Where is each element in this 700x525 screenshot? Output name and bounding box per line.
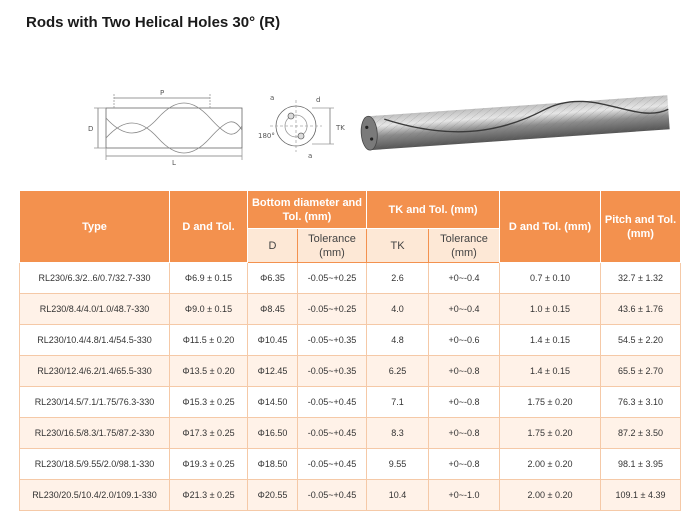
- header-d-tol-mm: D and Tol. (mm): [500, 191, 601, 263]
- cell-tk: 7.1: [367, 387, 429, 418]
- cell-bottom-d: Φ10.45: [248, 325, 298, 356]
- cell-bottom-d: Φ12.45: [248, 356, 298, 387]
- cell-tk: 8.3: [367, 418, 429, 449]
- table-row: [20, 387, 681, 418]
- cell-tk: 4.8: [367, 325, 429, 356]
- cell-tk: 9.55: [367, 449, 429, 480]
- cell-pitch: 32.7 ± 1.32: [601, 263, 681, 294]
- cell-d-tol: Φ17.3 ± 0.25: [170, 418, 248, 449]
- label-a-bottom: a: [308, 152, 313, 160]
- page-title: Rods with Two Helical Holes 30° (R): [26, 14, 281, 31]
- cell-type: RL230/10.4/4.8/1.4/54.5-330: [20, 325, 170, 356]
- label-a-top: a: [270, 94, 275, 102]
- cell-bottom-d: Φ16.50: [248, 418, 298, 449]
- cell-tk-tol: +0~-0.8: [429, 449, 500, 480]
- cell-bottom-tol: -0.05~+0.45: [298, 418, 367, 449]
- rod-side-view: [94, 94, 242, 160]
- cell-bottom-tol: -0.05~+0.25: [298, 263, 367, 294]
- cell-tk-tol: +0~-1.0: [429, 480, 500, 511]
- cell-bottom-tol: -0.05~+0.35: [298, 325, 367, 356]
- table-row: [20, 325, 681, 356]
- cell-tk: 2.6: [367, 263, 429, 294]
- cell-tk-tol: +0~-0.8: [429, 356, 500, 387]
- cell-d-tol: Φ19.3 ± 0.25: [170, 449, 248, 480]
- cell-d-tol-mm: 2.00 ± 0.20: [500, 449, 601, 480]
- cell-tk-tol: +0~-0.4: [429, 294, 500, 325]
- cell-pitch: 65.5 ± 2.70: [601, 356, 681, 387]
- label-length: L: [172, 159, 176, 167]
- header-bottom-diameter: Bottom diameter and Tol. (mm): [248, 191, 367, 229]
- cell-type: RL230/20.5/10.4/2.0/109.1-330: [20, 480, 170, 511]
- cell-bottom-tol: -0.05~+0.45: [298, 387, 367, 418]
- label-pitch: P: [160, 89, 165, 97]
- cell-tk-tol: +0~-0.6: [429, 325, 500, 356]
- cell-d-tol: Φ13.5 ± 0.20: [170, 356, 248, 387]
- rod-photo: [355, 90, 675, 160]
- cell-tk-tol: +0~-0.8: [429, 387, 500, 418]
- cell-d-tol: Φ15.3 ± 0.25: [170, 387, 248, 418]
- header-tk: TK and Tol. (mm): [367, 191, 500, 229]
- table-row: [20, 449, 681, 480]
- cell-type: RL230/12.4/6.2/1.4/65.5-330: [20, 356, 170, 387]
- table-row: [20, 418, 681, 449]
- header-type: Type: [20, 191, 170, 263]
- cell-d-tol: Φ21.3 ± 0.25: [170, 480, 248, 511]
- cell-bottom-d: Φ14.50: [248, 387, 298, 418]
- cell-d-tol-mm: 1.0 ± 0.15: [500, 294, 601, 325]
- subheader-tolerance-2: Tolerance (mm): [429, 229, 500, 263]
- cell-tk: 4.0: [367, 294, 429, 325]
- table-row: [20, 263, 681, 294]
- subheader-d: D: [248, 229, 298, 263]
- cell-d-tol: Φ11.5 ± 0.20: [170, 325, 248, 356]
- cell-pitch: 54.5 ± 2.20: [601, 325, 681, 356]
- cell-bottom-d: Φ20.55: [248, 480, 298, 511]
- subheader-tk: TK: [367, 229, 429, 263]
- cell-tk: 10.4: [367, 480, 429, 511]
- cell-bottom-tol: -0.05~+0.25: [298, 294, 367, 325]
- cell-pitch: 98.1 ± 3.95: [601, 449, 681, 480]
- cell-d-tol-mm: 0.7 ± 0.10: [500, 263, 601, 294]
- cell-pitch: 43.6 ± 1.76: [601, 294, 681, 325]
- cell-type: RL230/18.5/9.55/2.0/98.1-330: [20, 449, 170, 480]
- spec-table: [19, 190, 681, 511]
- cell-type: RL230/8.4/4.0/1.0/48.7-330: [20, 294, 170, 325]
- cell-d-tol-mm: 1.4 ± 0.15: [500, 325, 601, 356]
- cell-tk: 6.25: [367, 356, 429, 387]
- subheader-tolerance-1: Tolerance (mm): [298, 229, 367, 263]
- cell-d-tol-mm: 1.75 ± 0.20: [500, 418, 601, 449]
- cell-bottom-d: Φ6.35: [248, 263, 298, 294]
- table-row: [20, 480, 681, 511]
- cell-d-tol-mm: 1.4 ± 0.15: [500, 356, 601, 387]
- cell-d-tol-mm: 2.00 ± 0.20: [500, 480, 601, 511]
- cell-d-tol: Φ9.0 ± 0.15: [170, 294, 248, 325]
- cell-pitch: 87.2 ± 3.50: [601, 418, 681, 449]
- table-row: [20, 356, 681, 387]
- rod-end-view: [270, 100, 334, 152]
- header-d-tol: D and Tol.: [170, 191, 248, 263]
- cell-bottom-tol: -0.05~+0.35: [298, 356, 367, 387]
- cell-pitch: 109.1 ± 4.39: [601, 480, 681, 511]
- label-diameter: D: [88, 125, 94, 133]
- cell-tk-tol: +0~-0.8: [429, 418, 500, 449]
- cell-tk-tol: +0~-0.4: [429, 263, 500, 294]
- label-tk: TK: [336, 124, 345, 132]
- cell-bottom-tol: -0.05~+0.45: [298, 480, 367, 511]
- cell-bottom-tol: -0.05~+0.45: [298, 449, 367, 480]
- label-angle: 180°: [258, 132, 275, 140]
- label-hole-d: d: [316, 96, 321, 104]
- cell-bottom-d: Φ8.45: [248, 294, 298, 325]
- cell-d-tol-mm: 1.75 ± 0.20: [500, 387, 601, 418]
- cell-bottom-d: Φ18.50: [248, 449, 298, 480]
- cell-type: RL230/14.5/7.1/1.75/76.3-330: [20, 387, 170, 418]
- technical-drawing: [84, 86, 352, 170]
- cell-d-tol: Φ6.9 ± 0.15: [170, 263, 248, 294]
- cell-type: RL230/6.3/2..6/0.7/32.7-330: [20, 263, 170, 294]
- cell-pitch: 76.3 ± 3.10: [601, 387, 681, 418]
- cell-type: RL230/16.5/8.3/1.75/87.2-330: [20, 418, 170, 449]
- table-row: [20, 294, 681, 325]
- header-pitch: Pitch and Tol. (mm): [601, 191, 681, 263]
